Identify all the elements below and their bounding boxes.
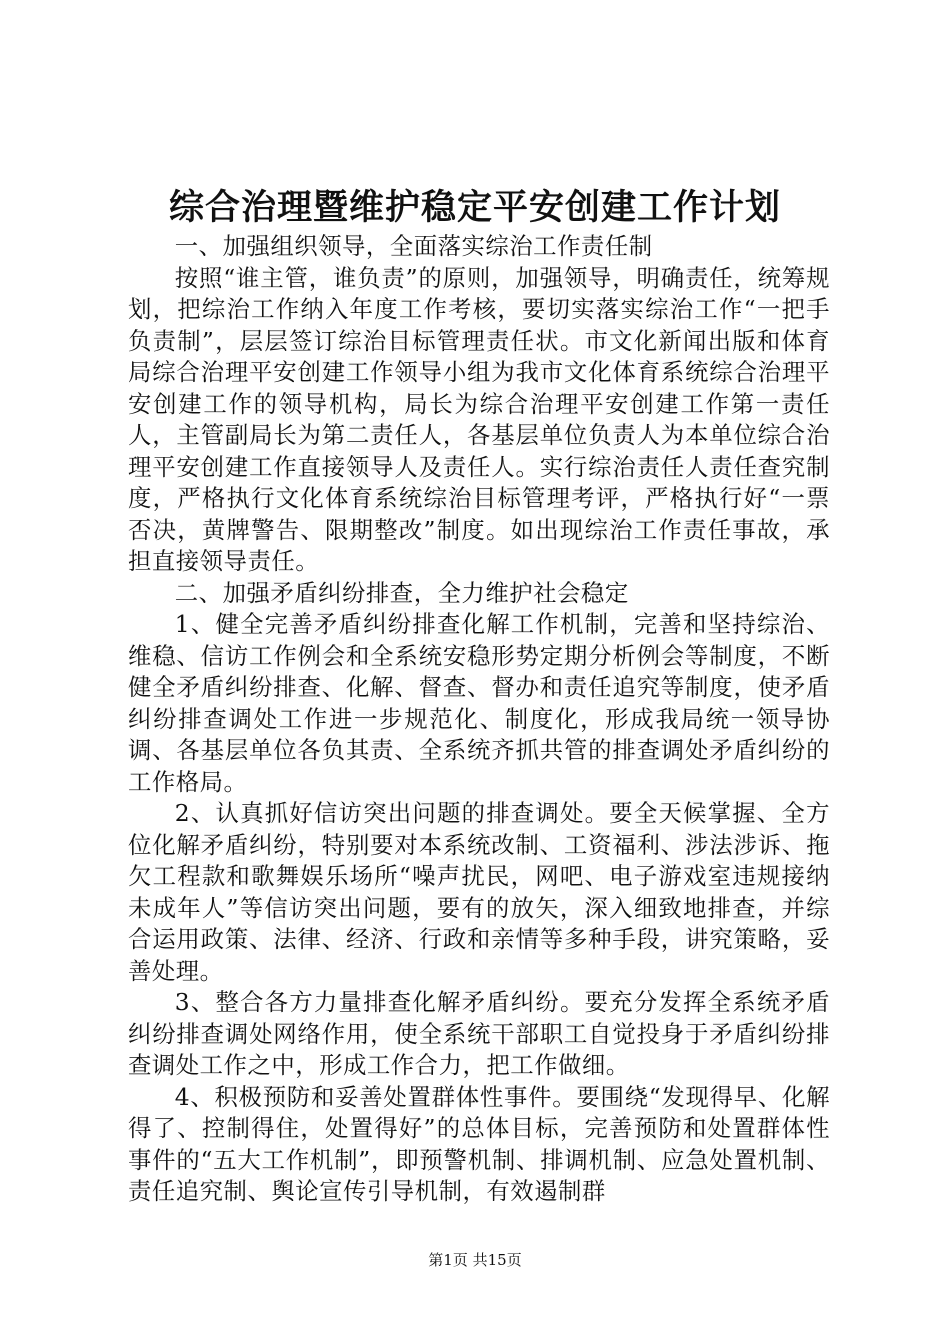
paragraph-item-4: 4、积极预防和妥善处置群体性事件。要围绕“发现得早、化解得了、控制得住，处置得好”的总体目标，完善预防和处置群体性事件的“五大工作机制”，即预警机制、排调机制、应急处置机制、责任追究制、舆论宣传引导机制，有效遏制群 [128, 1082, 830, 1205]
paragraph-item-1: 1、健全完善矛盾纠纷排查化解工作机制，完善和坚持综治、维稳、信访工作例会和全系统安稳形势定期分析例会等制度，不断健全矛盾纠纷排查、化解、督查、督办和责任追究等制度，使矛盾纠纷排查调处工作进一步规范化、制度化，形成我局统一领导协调、各基层单位各负其责、全系统齐抓共管的排查调处矛盾纠纷的工作格局。 [128, 610, 830, 796]
paragraph-item-2: 2、认真抓好信访突出问题的排查调处。要全天候掌握、全方位化解矛盾纠纷，特别要对本系统改制、工资福利、涉法涉诉、拖欠工程款和歌舞娱乐场所“噪声扰民，网吧、电子游戏室违规接纳未成年人”等信访突出问题，要有的放矢，深入细致地排查，并综合运用政策、法律、经济、行政和亲情等多种手段，讲究策略，妥善处理。 [128, 799, 830, 985]
paragraph-item-3: 3、整合各方力量排查化解矛盾纠纷。要充分发挥全系统矛盾纠纷排查调处网络作用，使全系统干部职工自觉投身于矛盾纠纷排查调处工作之中，形成工作合力，把工作做细。 [128, 988, 830, 1079]
document-title: 综合治理暨维护稳定平安创建工作计划 [168, 187, 781, 228]
paragraph-responsibility: 按照“谁主管，谁负责”的原则，加强领导，明确责任，统筹规划，把综治工作纳入年度工作考核，要切实落实综治工作“一把手负责制”，层层签订综治目标管理责任状。市文化新闻出版和体育局综合治理平安创建工作领导小组为我市文化体育系统综合治理平安创建工作的领导机构，局长为综合治理平安创建工作第一责任人，主管副局长为第二责任人，各基层单位负责人为本单位综合治理平安创建工作直接领导人及责任人。实行综治责任人责任查究制度，严格执行文化体育系统综治目标管理考评，严格执行好“一票否决，黄牌警告、限期整改”制度。如出现综治工作责任事故，承担直接领导责任。 [128, 263, 830, 575]
page-number-footer: 第1页 共15页 [428, 1251, 522, 1269]
section-heading-2: 二、加强矛盾纠纷排查，全力维护社会稳定 [174, 578, 629, 607]
section-heading-1: 一、加强组织领导，全面落实综治工作责任制 [174, 232, 653, 260]
document-body [128, 231, 830, 1208]
